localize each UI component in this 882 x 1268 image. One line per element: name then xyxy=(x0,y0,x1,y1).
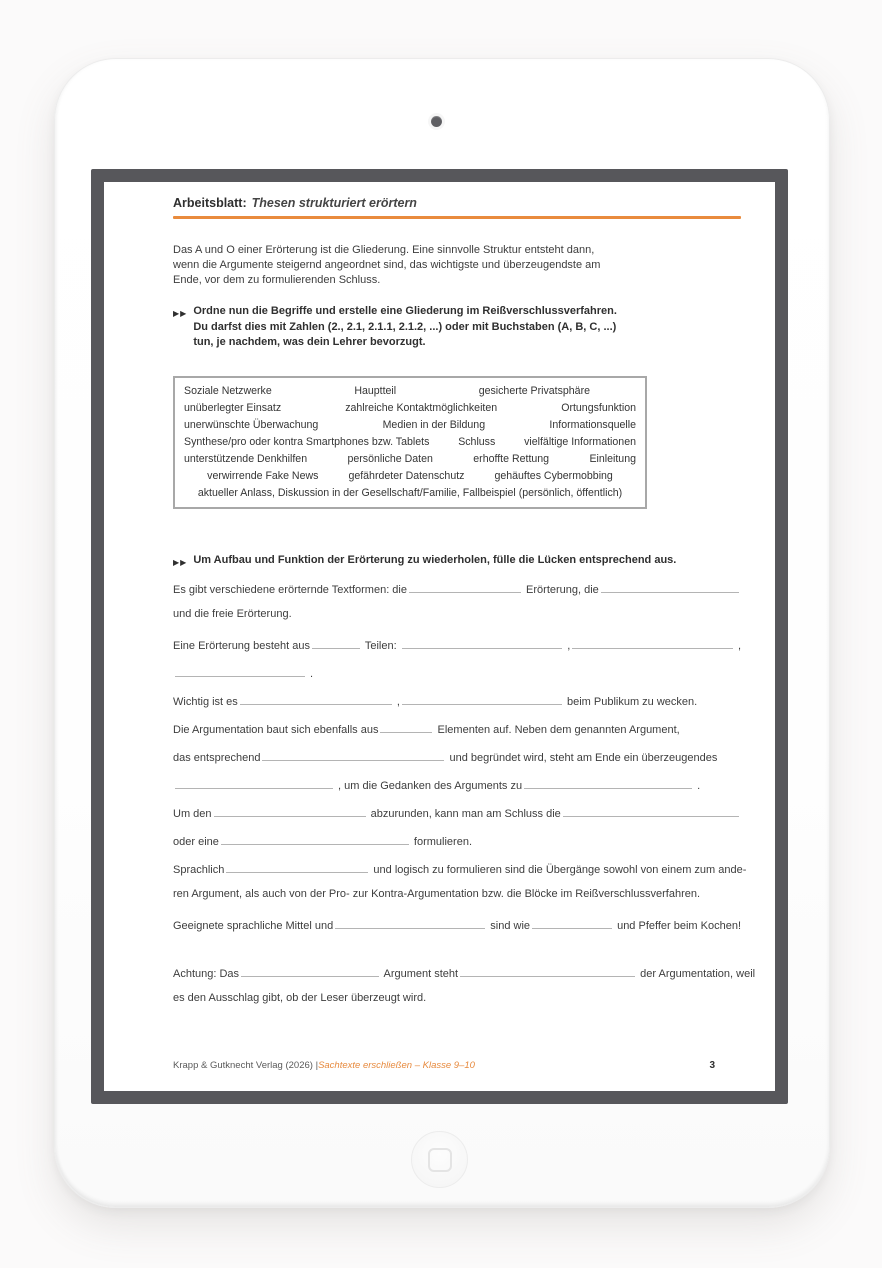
term: verwirrende Fake News xyxy=(207,469,319,482)
cloze-line xyxy=(173,964,756,992)
term: unüberlegter Einsatz xyxy=(184,401,282,414)
cloze-text: Wichtig ist es xyxy=(173,695,238,708)
cloze-text: und logisch zu formulieren sind die Übergänge sowohl von einem zum ande- xyxy=(370,863,747,876)
cloze-line xyxy=(173,804,741,832)
cloze-text: oder eine xyxy=(173,835,219,848)
cloze-blank-line xyxy=(601,580,739,593)
cloze-line xyxy=(173,664,741,692)
term: erhoffte Rettung xyxy=(473,452,550,465)
cloze-text: , um die Gedanken des Arguments zu xyxy=(335,779,523,792)
cloze-line xyxy=(173,992,741,1020)
term: zahlreiche Kontaktmöglichkeiten xyxy=(345,401,498,414)
terms-row xyxy=(184,468,636,485)
cloze-line xyxy=(173,916,741,944)
cloze-line xyxy=(173,608,741,636)
footer-publisher: Krapp & Gutknecht Verlag (2026) | xyxy=(173,1060,319,1071)
term: gefährdeter Datenschutz xyxy=(348,469,465,482)
page-number: 3 xyxy=(709,1060,715,1071)
cloze-blank-line xyxy=(402,636,563,649)
intro-line: Das A und O einer Erörterung ist die Gliederung. Eine sinnvolle Struktur entsteht dann, xyxy=(173,244,595,256)
cloze-blank-line xyxy=(312,636,360,649)
terms-row xyxy=(184,485,636,502)
cloze-blank-line xyxy=(572,636,733,649)
cloze-text: abzurunden, kann man am Schluss die xyxy=(367,807,561,820)
terms-box xyxy=(173,376,647,509)
term: aktueller Anlass, Diskussion in der Gesellschaft/Familie, Fallbeispiel (persönlich, öffentlich) xyxy=(197,486,623,499)
cloze-blank-line xyxy=(221,832,409,845)
term: Medien in der Bildung xyxy=(382,418,486,431)
cloze-text: sind wie xyxy=(487,919,531,932)
term: Soziale Netzwerke xyxy=(184,384,272,397)
cloze-text: formulieren. xyxy=(410,835,473,848)
term: persönliche Daten xyxy=(347,452,433,465)
cloze-text: und Pfeffer beim Kochen! xyxy=(614,919,742,932)
cloze-blank-line xyxy=(262,748,444,761)
double-arrow-icon: ▶▶ xyxy=(173,309,188,318)
term: Schluss xyxy=(458,435,496,448)
task-instruction-2 xyxy=(173,553,741,568)
double-arrow-icon: ▶▶ xyxy=(173,557,188,567)
terms-row xyxy=(184,400,636,417)
terms-row xyxy=(184,417,636,434)
worksheet-footer xyxy=(173,1060,741,1071)
cloze-text: Die Argumentation baut sich ebenfalls aus xyxy=(173,723,379,736)
cloze-line xyxy=(173,888,741,916)
term: gehäuftes Cybermobbing xyxy=(494,469,613,482)
cloze-text: , xyxy=(734,639,742,652)
task1-line: Du darfst dies mit Zahlen (2., 2.1, 2.1.1, 2.1.2, ...) oder mit Buchstaben (A, B, C, ...) xyxy=(193,320,617,333)
cloze-blank-line xyxy=(563,804,739,817)
cloze-text: , xyxy=(393,695,400,708)
cloze-text: der Argumentation, weil xyxy=(637,967,756,980)
cloze-text: Eine Erörterung besteht aus xyxy=(173,639,310,652)
task1-line: tun, je nachdem, was dein Lehrer bevorzugt. xyxy=(193,336,426,348)
cloze-text: . xyxy=(694,779,701,792)
term: Informationsquelle xyxy=(549,418,636,431)
cloze-text: . xyxy=(307,667,314,680)
cloze-text: und begründet wird, steht am Ende ein überzeugendes xyxy=(446,751,718,764)
worksheet-header xyxy=(173,196,741,210)
cloze-line xyxy=(173,692,741,720)
cloze-text: das entsprechend xyxy=(173,751,261,764)
intro-paragraph xyxy=(173,243,741,288)
task2-text: Um Aufbau und Funktion der Erörterung zu wiederholen, fülle die Lücken entsprechend aus. xyxy=(193,553,677,566)
terms-row xyxy=(184,434,636,451)
cloze-text: es den Ausschlag gibt, ob der Leser überzeugt wird. xyxy=(173,991,427,1004)
term: Synthese/pro oder kontra Smartphones bzw. Tablets xyxy=(184,435,430,448)
cloze-section xyxy=(173,580,756,1020)
terms-row xyxy=(184,451,636,468)
tablet-screen xyxy=(91,169,788,1104)
cloze-text: beim Publikum zu wecken. xyxy=(563,695,698,708)
term: Hauptteil xyxy=(354,384,397,397)
cloze-blank-line xyxy=(335,916,485,929)
term: unterstützende Denkhilfen xyxy=(184,452,308,465)
cloze-line xyxy=(173,636,741,664)
task1-text xyxy=(193,304,617,351)
cloze-blank-line xyxy=(460,964,635,977)
cloze-text: ren Argument, als auch von der Pro- zur Kontra-Argumentation bzw. die Blöcke im Reißverschlussverfahren. xyxy=(173,887,701,900)
term: vielfältige Informationen xyxy=(524,435,636,448)
cloze-text: und die freie Erörterung. xyxy=(173,607,292,620)
intro-line: wenn die Argumente steigernd angeordnet sind, das wichtigste und überzeugendste am xyxy=(173,259,601,271)
task-instruction-1 xyxy=(173,304,741,351)
cloze-text: Teilen: xyxy=(361,639,400,652)
cloze-blank-line xyxy=(402,692,562,705)
home-button-icon xyxy=(428,1148,452,1172)
term: Einleitung xyxy=(589,452,636,465)
cloze-blank-line xyxy=(175,664,305,677)
cloze-blank-line xyxy=(380,720,432,733)
cloze-line xyxy=(173,720,741,748)
cloze-text: Argument steht xyxy=(381,967,459,980)
cloze-blank-line xyxy=(240,692,392,705)
cloze-text: Elementen auf. Neben dem genannten Argument, xyxy=(434,723,680,736)
cloze-line xyxy=(173,832,741,860)
cloze-line xyxy=(173,580,741,608)
worksheet-title: Thesen strukturiert erörtern xyxy=(251,196,417,210)
cloze-line xyxy=(173,776,741,804)
cloze-blank-line xyxy=(241,964,379,977)
worksheet-label: Arbeitsblatt: xyxy=(173,196,247,210)
cloze-blank-line xyxy=(214,804,366,817)
term: gesicherte Privatsphäre xyxy=(478,384,590,397)
cloze-line xyxy=(173,860,747,888)
cloze-blank-line xyxy=(524,776,692,789)
cloze-text: Sprachlich xyxy=(173,863,225,876)
cloze-text: , xyxy=(564,639,571,652)
term: Ortungsfunktion xyxy=(561,401,636,414)
cloze-blank-line xyxy=(409,580,521,593)
home-button[interactable] xyxy=(411,1131,468,1188)
cloze-text: Es gibt verschiedene erörternde Textformen: die xyxy=(173,583,407,596)
orange-divider xyxy=(173,216,741,219)
cloze-text: Geeignete sprachliche Mittel und xyxy=(173,919,334,932)
intro-line: Ende, vor dem zu formulierenden Schluss. xyxy=(173,274,381,286)
terms-row xyxy=(184,383,636,400)
cloze-text: Um den xyxy=(173,807,212,820)
cloze-text: Achtung: Das xyxy=(173,967,240,980)
cloze-line xyxy=(173,748,741,776)
cloze-text: Erörterung, die xyxy=(522,583,599,596)
task1-line: Ordne nun die Begriffe und erstelle eine Gliederung im Reißverschlussverfahren. xyxy=(193,305,617,317)
worksheet-page xyxy=(104,182,775,1091)
cloze-blank-line xyxy=(532,916,612,929)
tablet-device xyxy=(54,58,830,1208)
cloze-blank-line xyxy=(226,860,368,873)
term: unerwünschte Überwachung xyxy=(184,418,319,431)
footer-series-title: Sachtexte erschließen – Klasse 9–10 xyxy=(318,1060,475,1071)
cloze-blank-line xyxy=(175,776,333,789)
front-camera-icon xyxy=(431,116,442,127)
